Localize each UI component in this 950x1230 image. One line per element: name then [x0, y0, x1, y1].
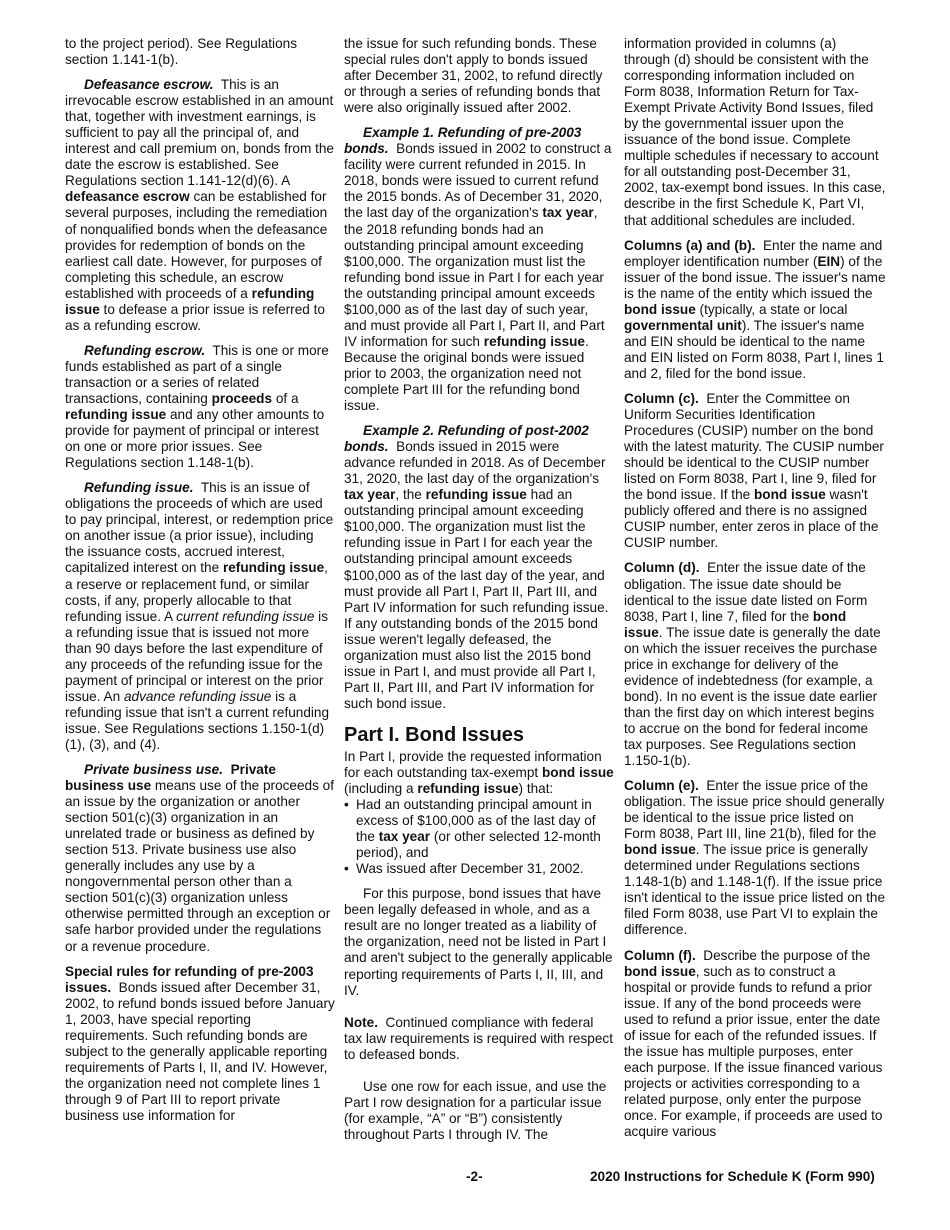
example-2-heading: Example 2. Refunding of post-2002 bonds.: [344, 423, 589, 455]
example-1-paragraph: Example 1. Refunding of pre-2003 bonds. Bonds issued in 2002 to construct a facility were current refunded in 2015. In 2018, bonds were issued to current refund the 2015 bonds. As of December 31, 2020, the last day of the organization's tax year, the 2018 refunding bonds had an outstanding principal amount exceeding $100,000. The organization must list the refunding bond issue in Part I for each year the outstanding principal amount exceeds $100,000 as of the last day of such year, and must provide all Part I, Part II, and Part IV information for such refunding issue. Because the original bonds were issued prior to 2003, the organization need not complete Part III for the refunding bond issue.: [344, 125, 612, 414]
refunding-issue-paragraph: Refunding issue. This is an issue of obligations the proceeds of which are used to pay principal, interest, or redemption price on another issue (a prior issue), including the issuance costs, accrued interest, capitalized interest on the refunding issue, a reserve or replacement fund, or similar costs, if any, properly allocable to that refunding issue. A current refunding issue is a refunding issue that is issued not more than 90 days before the last expenditure of any proceeds of the refunding issue for the payment of principal or interest on the prior issue. An advance refunding issue is a refunding issue that isn't a current refunding issue. See Regulations sections 1.150-1(d)(1), (3), and (4).: [65, 480, 334, 752]
column-2: [344, 36, 614, 1152]
special-rules-heading: Special rules for refunding of pre-2003 issues.: [65, 963, 314, 995]
note-label: Note.: [344, 1014, 378, 1030]
column-e-heading: Column (e).: [624, 778, 699, 794]
document-title: 2020 Instructions for Schedule K (Form 990): [590, 1169, 875, 1184]
column-3: [624, 36, 886, 1149]
note-paragraph: Note. Continued compliance with federal tax law requirements is required with respect to defeased bonds.: [344, 1014, 613, 1062]
defeasance-escrow-term: Defeasance escrow.: [84, 77, 214, 93]
column-c-paragraph: Column (c). Enter the Committee on Uniform Securities Identification Procedures (CUSIP) number on the bond with the latest maturity. The CUSIP number should be identical to the CUSIP number listed on Form 8038, Part I, line 9, filed for the bond issue. If the bond issue wasn't publicly offered and there is no assigned CUSIP number, enter zeros in place of the CUSIP number.: [624, 390, 884, 551]
list-item: • Had an outstanding principal amount in excess of $100,000 as of the last day of the tax year (or other selected 12-month period), and: [344, 797, 614, 861]
column-d-heading: Column (d).: [624, 560, 700, 576]
row-designation-paragraph: Use one row for each issue, and use the Part I row designation for a particular issue (for example, “A” or “B”) consistently throughout Parts I through IV. The: [344, 1078, 607, 1142]
column-e-paragraph: Column (e). Enter the issue price of the obligation. The issue price should generally be identical to the issue price listed on Form 8038, Part III, line 21(b), filed for the bond issue. The issue price is generally determined under Regulations sections 1.148-1(b) and 1.148-1(f). If the issue price isn't identical to the issue price listed on the filed Form 8038, use Part VI to explain the difference.: [624, 778, 886, 938]
refunding-escrow-paragraph: Refunding escrow. This is one or more funds established as part of a single transaction or a series of related transactions, containing proceeds of a refunding issue and any other amounts to provide for payment of principal or interest on one or more prior issues. See Regulations section 1.148-1(b).: [65, 342, 329, 471]
example-2-paragraph: Example 2. Refunding of post-2002 bonds. Bonds issued in 2015 were advance refunded in 2018. As of December 31, 2020, the last day of the organization's tax year, the refunding issue had an outstanding principal amount exceeding $100,000. The organization must list the refunding issue in Part I for each year the outstanding principal amount exceeds $100,000 as of the last day of the year, and must provide all Part I, Part II, Part III, and Part IV information for such refunding issue. If any outstanding bonds of the 2015 bond issue weren't legally defeased, the organization must also list the 2015 bond issue in Part I, and must provide all Part I, Part II, Part III, and Part IV information for such bond issue.: [344, 423, 609, 711]
paragraph-continued: information provided in columns (a) through (d) should be consistent with the corresponding information included on Form 8038, Information Return for Tax-Exempt Private Activity Bond Issues, filed by the governmental issuer upon the issuance of the bond issue. Complete multiple schedules if necessary to account for all outstanding post-December 31, 2002, tax-exempt bond issues. In this case, describe in the first Schedule K, Part VI, that additional schedules are included.: [624, 36, 886, 228]
criteria-list: [344, 797, 614, 877]
page-number: -2-: [466, 1169, 483, 1184]
paragraph-continued: the issue for such refunding bonds. These special rules don't apply to bonds issued after December 31, 2002, to refund directly or through a series of refunding bonds that were also originally issued after 2002.: [344, 36, 603, 116]
section-heading-part-1: Part I. Bond Issues: [344, 723, 525, 746]
private-business-use-paragraph: Private business use. Private business use means use of the proceeds of an issue by the organization or another section 501(c)(3) organization in an unrelated trade or business as defined by section 513. Private business use also generally includes any use by a nongovernmental person other than a section 501(c)(3) organization unless otherwise permitted through an exception or safe harbor provided under the regulations or a revenue procedure.: [65, 762, 335, 954]
special-rules-paragraph: Special rules for refunding of pre-2003 issues. Bonds issued after December 31, 2002, to refund bonds issued before January 1, 2003, have special reporting requirements. Such refunding bonds are subject to the generally applicable reporting requirements of Parts I, II, and IV. However, the organization need not complete lines 1 through 9 of Part III to report private business use information for: [65, 963, 335, 1123]
column-1: [65, 36, 335, 1133]
column-f-paragraph: Column (f). Describe the purpose of the bond issue, such as to construct a hospital or provide funds to refund a prior issue. If any of the bond proceeds were used to refund a prior issue, enter the date of issue for each of the refunded issues. If the issue has multiple purposes, enter each purpose. If the issue financed various projects or activities corresponding to a related purpose, only enter the purpose once. For example, if proceeds are used to acquire various: [624, 947, 883, 1140]
defeasance-escrow-paragraph: Defeasance escrow. This is an irrevocable escrow established in an amount that, together with investment earnings, is sufficient to pay all the principal of, and interest and call premium on, bonds from the date the escrow is established. See Regulations section 1.141-12(d)(6). A defeasance escrow can be established for several purposes, including the remediation of nonqualified bonds when the defeasance provides for redemption of bonds on the earliest call date. However, for purposes of completing this schedule, an escrow established with proceeds of a refunding issue to defease a prior issue is referred to as a refunding escrow.: [65, 77, 334, 333]
private-business-use-term: Private business use.: [84, 762, 224, 778]
refunding-issue-term: Refunding issue.: [84, 480, 194, 496]
list-item: • Was issued after December 31, 2002.: [344, 861, 614, 877]
example-1-heading: Example 1. Refunding of pre-2003 bonds.: [344, 125, 582, 157]
column-f-heading: Column (f).: [624, 947, 696, 963]
defeased-bonds-paragraph: For this purpose, bond issues that have been legally defeased in whole, and as a result are no longer treated as a liability of the organization, need not be listed in Part I and aren't subject to the generally applicable reporting requirements of Parts I, II, III, and IV.: [344, 886, 613, 998]
column-d-paragraph: Column (d). Enter the issue date of the obligation. The issue date should be identical to the issue date listed on Form 8038, Part I, line 7, filed for the bond issue. The issue date is generally the date on which the issuer receives the purchase price in exchange for delivery of the evidence of indebtedness (for example, a bond). In no event is the issue date earlier than the first day on which interest begins to accrue on the bond for federal income tax purposes. See Regulations section 1.150-1(b).: [624, 560, 881, 769]
column-c-heading: Column (c).: [624, 390, 699, 406]
refunding-escrow-term: Refunding escrow.: [84, 342, 206, 358]
columns-a-b-heading: Columns (a) and (b).: [624, 237, 756, 253]
columns-a-b-paragraph: Columns (a) and (b). Enter the name and employer identification number (EIN) of the issuer of the bond issue. The issuer's name is the name of the entity which issued the bond issue (typically, a state or local governmental unit). The issuer's name and EIN should be identical to the name and EIN listed on Form 8038, Part I, lines 1 and 2, filed for the bond issue.: [624, 237, 886, 381]
paragraph-continued: to the project period). See Regulations section 1.141-1(b).: [65, 36, 297, 68]
part-1-intro: In Part I, provide the requested information for each outstanding tax-exempt bond issue (including a refunding issue) that:: [344, 748, 614, 797]
